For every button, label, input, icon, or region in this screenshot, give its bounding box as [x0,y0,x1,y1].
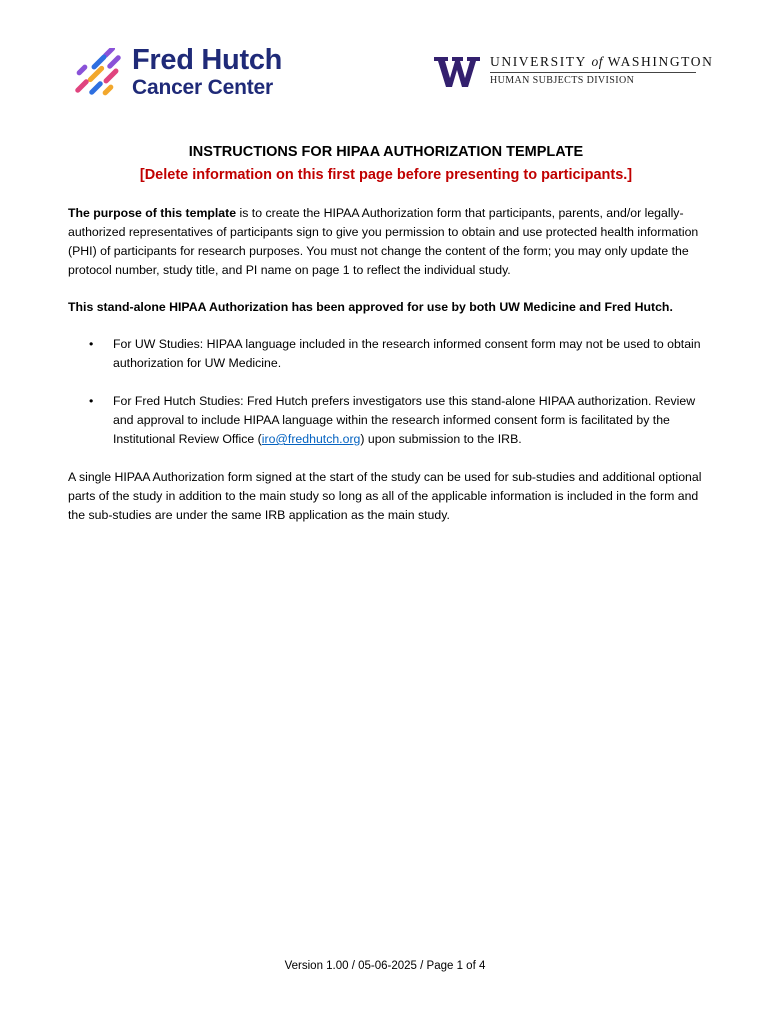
fred-hutch-logo [74,46,294,102]
uw-divider [490,72,696,73]
uw-division-name: HUMAN SUBJECTS DIVISION [490,75,635,86]
fh-studies-text-after: ) upon submission to the IRB. [360,432,522,446]
fred-hutch-mark-icon [74,48,122,98]
uw-logo [434,54,714,94]
purpose-text: is to create the HIPAA Authorization form that participants, parents, and/or legally-authorized representatives of participants sign to give you permission to obtain and use protected health information (PHI) of participants for research purposes. You must not change the content of the form; you may only update the protocol number, study title, and PI name on page 1 to reflect the individual study. [68,206,699,277]
fred-hutch-wordmark [132,46,282,98]
document-body [68,142,704,525]
uw-w-icon [434,56,480,88]
fh-studies-text-before: For Fred Hutch Studies: Fred Hutch prefers investigators use this stand-alone HIPAA authorization. Review and approval to include HIPAA language within the research informed consent form is facilitated by the Institutional Review Office ( [113,394,696,446]
uw-university-of: of [591,54,603,69]
purpose-paragraph [68,204,704,280]
document-subtitle: [Delete information on this first page before presenting to participants.] [139,167,633,183]
fred-hutch-subname: Cancer Center [132,76,273,99]
list-item [68,335,704,373]
fred-hutch-name: Fred Hutch [132,44,283,76]
page-footer: Version 1.00 / 05-06-2025 / Page 1 of 4 [284,960,486,972]
iro-email-link[interactable]: iro@fredhutch.org [261,432,361,446]
bullet-icon: • [89,337,94,351]
list-item [68,392,704,449]
single-form-paragraph: A single HIPAA Authorization form signed at the start of the study can be used for sub-studies and additional optional parts of the study in addition to the main study so long as all of the applicable information is included in the form and the sub-studies are under the same IRB application as the main study. [68,470,702,522]
approval-paragraph: This stand-alone HIPAA Authorization has been approved for use by both UW Medicine and Fred Hutch. [68,300,673,314]
uw-university-pre: UNIVERSITY [490,54,587,69]
purpose-lead: The purpose of this template [68,206,237,220]
uw-university-post: WASHINGTON [607,54,714,69]
page-header [0,0,770,110]
uw-studies-text: For UW Studies: HIPAA language included in the research informed consent form may not be used to obtain authorization for UW Medicine. [113,337,701,370]
uw-university-name [490,54,713,70]
study-bullet-list [68,335,704,449]
document-title: INSTRUCTIONS FOR HIPAA AUTHORIZATION TEMPLATE [188,144,584,160]
bullet-icon: • [89,394,94,408]
